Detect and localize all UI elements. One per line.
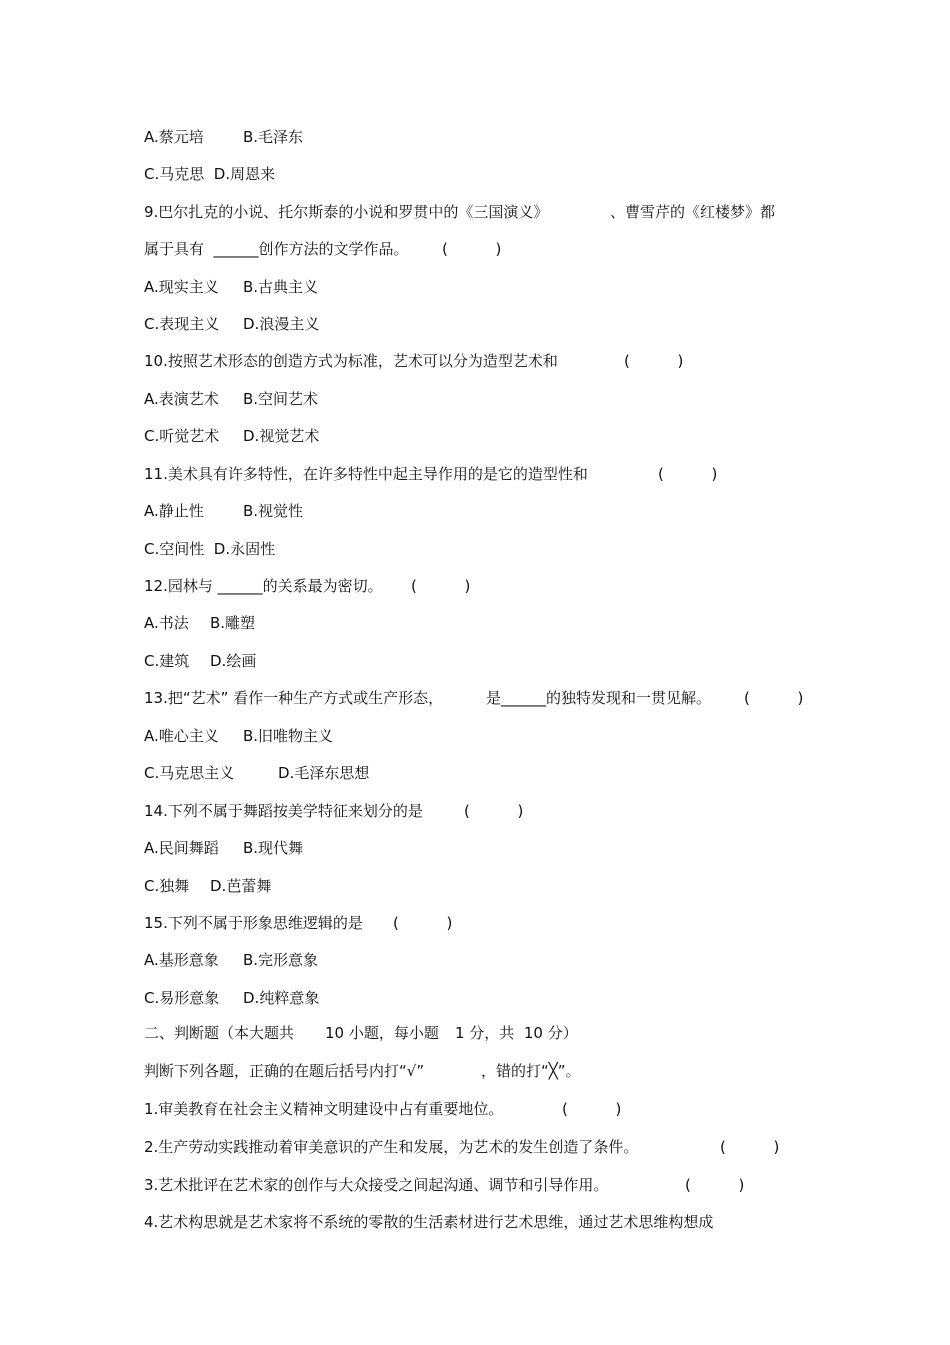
question-text: 14.下列不属于舞蹈按美学特征来划分的是	[144, 802, 423, 820]
option-b: B.现代舞	[243, 839, 304, 857]
judgement-4	[144, 1210, 714, 1234]
option-line	[144, 387, 319, 411]
option-b: B.古典主义	[243, 278, 319, 296]
question-14	[144, 799, 524, 823]
option-line	[144, 836, 304, 860]
option-a: A.基形意象	[144, 951, 219, 969]
question-11	[144, 462, 718, 486]
option-d: D.浪漫主义	[243, 315, 320, 333]
option-line	[144, 724, 334, 748]
question-10	[144, 349, 684, 373]
statement-text: 3.艺术批评在艺术家的创作与大众接受之间起沟通、调节和引导作用。	[144, 1176, 609, 1194]
answer-bracket: ( )	[744, 689, 804, 707]
option-a: A.唯心主义	[144, 727, 219, 745]
question-text-continued: 、曹雪芹的《红楼梦》都	[610, 203, 776, 221]
instruction-text-continued: ，错的打“╳”。	[481, 1062, 581, 1080]
option-line	[144, 162, 276, 186]
option-line	[144, 125, 304, 149]
section-heading	[144, 1021, 578, 1045]
option-cd: C.空间性 D.永固性	[144, 540, 276, 558]
question-13	[144, 686, 804, 710]
option-b: B.雕塑	[210, 614, 256, 632]
answer-bracket: ( )	[464, 802, 524, 820]
question-text: 15.下列不属于形象思维逻辑的是	[144, 914, 363, 932]
option-a: A.表演艺术	[144, 390, 219, 408]
option-d: D.纯粹意象	[243, 989, 320, 1007]
answer-bracket: ( )	[562, 1100, 622, 1118]
statement-text: 2.生产劳动实践推动着审美意识的产生和发展，为艺术的发生创造了条件。	[144, 1138, 639, 1156]
question-9-line2	[144, 237, 502, 261]
option-a: A.现实主义	[144, 278, 219, 296]
option-b: B.空间艺术	[243, 390, 319, 408]
section-score: 1 分，共 10 分）	[455, 1024, 578, 1042]
question-text: 属于具有 ______创作方法的文学作品。	[144, 240, 409, 258]
answer-bracket: ( )	[393, 914, 453, 932]
option-c: C.表现主义	[144, 315, 220, 333]
option-b: B.毛泽东	[243, 128, 304, 146]
option-c: C.听觉艺术	[144, 427, 220, 445]
option-a: A.书法	[144, 614, 189, 632]
option-line	[144, 761, 370, 785]
option-d: D.毛泽东思想	[278, 764, 370, 782]
question-12	[144, 574, 471, 598]
option-a: A.民间舞蹈	[144, 839, 219, 857]
option-c: C.易形意象	[144, 989, 220, 1007]
option-d: D.芭蕾舞	[210, 877, 272, 895]
option-line	[144, 611, 256, 635]
option-cd: C.马克思 D.周恩来	[144, 165, 276, 183]
answer-bracket: ( )	[658, 465, 718, 483]
option-b: B.视觉性	[243, 502, 304, 520]
statement-text: 1.审美教育在社会主义精神文明建设中占有重要地位。	[144, 1100, 504, 1118]
option-c: C.建筑	[144, 652, 190, 670]
option-line	[144, 874, 272, 898]
question-text: 12.园林与 ______的关系最为密切。	[144, 577, 383, 595]
judgement-2	[144, 1135, 780, 1159]
option-b: B.旧唯物主义	[243, 727, 334, 745]
option-d: D.绘画	[210, 652, 257, 670]
option-line	[144, 424, 320, 448]
option-d: D.视觉艺术	[243, 427, 320, 445]
question-text: 9.巴尔扎克的小说、托尔斯泰的小说和罗贯中的《三国演义》	[144, 203, 549, 221]
option-a: A.静止性	[144, 502, 204, 520]
question-text-continued: 是______的独特发现和一贯见解。	[486, 689, 712, 707]
question-text: 10.按照艺术形态的创造方式为标准，艺术可以分为造型艺术和	[144, 352, 558, 370]
judgement-3	[144, 1173, 745, 1197]
option-line	[144, 649, 257, 673]
option-b: B.完形意象	[243, 951, 319, 969]
section-instruction	[144, 1059, 581, 1083]
section-count: 10 小题，每小题	[325, 1024, 439, 1042]
statement-text: 4.艺术构思就是艺术家将不系统的零散的生活素材进行艺术思维，通过艺术思维构想成	[144, 1213, 714, 1231]
option-line	[144, 986, 320, 1010]
question-15	[144, 911, 453, 935]
option-line	[144, 312, 320, 336]
instruction-text: 判断下列各题，正确的在题后括号内打“√”	[144, 1062, 425, 1080]
answer-bracket: ( )	[720, 1138, 780, 1156]
option-c: C.独舞	[144, 877, 190, 895]
question-text: 11.美术具有许多特性，在许多特性中起主导作用的是它的造型性和	[144, 465, 588, 483]
judgement-1	[144, 1097, 622, 1121]
answer-bracket: ( )	[442, 240, 502, 258]
option-line	[144, 499, 304, 523]
answer-bracket: ( )	[685, 1176, 745, 1194]
option-line	[144, 948, 319, 972]
question-text: 13.把“艺术” 看作一种生产方式或生产形态，	[144, 689, 444, 707]
option-line	[144, 275, 319, 299]
section-title: 二、判断题（本大题共	[144, 1024, 295, 1042]
answer-bracket: ( )	[411, 577, 471, 595]
option-c: C.马克思主义	[144, 764, 235, 782]
option-a: A.蔡元培	[144, 128, 204, 146]
question-9	[144, 200, 776, 224]
option-line	[144, 537, 276, 561]
answer-bracket: ( )	[624, 352, 684, 370]
